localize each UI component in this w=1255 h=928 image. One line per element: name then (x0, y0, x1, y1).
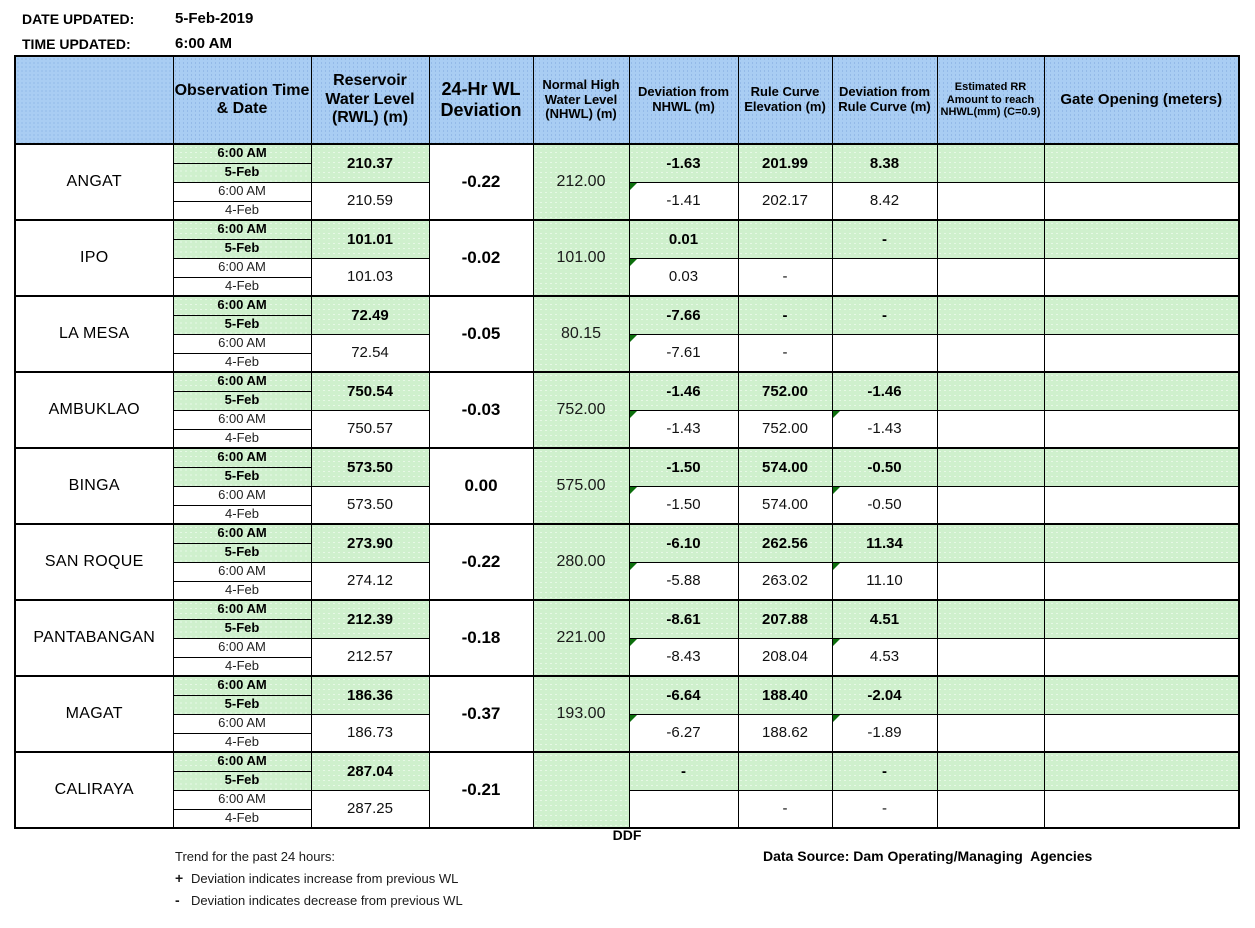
gate-current-cell (1044, 676, 1239, 714)
dev-nhwl-previous-cell: -5.88 (629, 562, 738, 600)
obs-time-current-cell: 6:00 AM (173, 524, 311, 543)
obs-date-current-cell: 5-Feb (173, 315, 311, 334)
date-updated-label: DATE UPDATED: (22, 10, 135, 27)
obs-date-previous-cell: 4-Feb (173, 201, 311, 220)
dev24-cell: -0.18 (429, 600, 533, 676)
dev-rc-current-cell: -2.04 (832, 676, 937, 714)
rwl-previous-cell: 101.03 (311, 258, 429, 296)
rwl-previous-cell: 750.57 (311, 410, 429, 448)
dev-rc-previous-cell (832, 258, 937, 296)
nhwl-cell: 752.00 (533, 372, 629, 448)
rule-curve-current-cell: 752.00 (738, 372, 832, 410)
dev24-cell: 0.00 (429, 448, 533, 524)
minus-icon: - (175, 892, 180, 908)
gate-previous-cell (1044, 714, 1239, 752)
obs-date-previous-cell: 4-Feb (173, 733, 311, 752)
plus-icon: + (175, 870, 184, 886)
dam-name-cell: MAGAT (15, 676, 173, 752)
obs-time-previous-cell: 6:00 AM (173, 410, 311, 429)
dev-nhwl-current-cell: - (629, 752, 738, 790)
obs-time-previous-cell: 6:00 AM (173, 790, 311, 809)
rr-current-cell (937, 220, 1044, 258)
header-dev-rule-curve: Deviation from Rule Curve (m) (832, 56, 937, 144)
dev-nhwl-current-cell: -7.66 (629, 296, 738, 334)
obs-time-previous-cell: 6:00 AM (173, 714, 311, 733)
dev-nhwl-current-cell: -8.61 (629, 600, 738, 638)
nhwl-cell: 80.15 (533, 296, 629, 372)
rwl-previous-cell: 186.73 (311, 714, 429, 752)
rr-previous-cell (937, 714, 1044, 752)
dam-name-cell: AMBUKLAO (15, 372, 173, 448)
gate-previous-cell (1044, 562, 1239, 600)
rwl-previous-cell: 212.57 (311, 638, 429, 676)
gate-current-cell (1044, 600, 1239, 638)
dev-nhwl-previous-cell: -1.50 (629, 486, 738, 524)
rr-previous-cell (937, 486, 1044, 524)
rr-current-cell (937, 600, 1044, 638)
obs-date-current-cell: 5-Feb (173, 163, 311, 182)
time-updated-value: 6:00 AM (175, 35, 232, 52)
dam-water-level-table (14, 55, 1240, 829)
rule-curve-previous-cell: 574.00 (738, 486, 832, 524)
rr-previous-cell (937, 562, 1044, 600)
obs-time-current-cell: 6:00 AM (173, 676, 311, 695)
rwl-current-cell: 573.50 (311, 448, 429, 486)
obs-date-previous-cell: 4-Feb (173, 809, 311, 828)
obs-date-previous-cell: 4-Feb (173, 581, 311, 600)
rwl-current-cell: 101.01 (311, 220, 429, 258)
gate-previous-cell (1044, 638, 1239, 676)
rule-curve-current-cell: 262.56 (738, 524, 832, 562)
dev-nhwl-current-cell: 0.01 (629, 220, 738, 258)
dev-rc-current-cell: - (832, 220, 937, 258)
time-updated-label: TIME UPDATED: (22, 35, 131, 52)
dev24-cell: -0.21 (429, 752, 533, 828)
trend-title: Trend for the past 24 hours: (175, 849, 335, 864)
rwl-current-cell: 210.37 (311, 144, 429, 182)
rule-curve-previous-cell: 263.02 (738, 562, 832, 600)
gate-previous-cell (1044, 182, 1239, 220)
rwl-current-cell: 287.04 (311, 752, 429, 790)
dam-name-cell: LA MESA (15, 296, 173, 372)
dam-name-cell: BINGA (15, 448, 173, 524)
obs-date-previous-cell: 4-Feb (173, 429, 311, 448)
dev24-cell: -0.22 (429, 524, 533, 600)
nhwl-cell: 221.00 (533, 600, 629, 676)
dev-nhwl-previous-cell (629, 790, 738, 828)
obs-time-current-cell: 6:00 AM (173, 600, 311, 619)
obs-time-previous-cell: 6:00 AM (173, 182, 311, 201)
dev-nhwl-current-cell: -1.50 (629, 448, 738, 486)
obs-time-current-cell: 6:00 AM (173, 448, 311, 467)
header-nhwl: Normal High Water Level (NHWL) (m) (533, 56, 629, 144)
dam-block-row (15, 600, 1239, 619)
rr-previous-cell (937, 334, 1044, 372)
rr-current-cell (937, 676, 1044, 714)
rr-current-cell (937, 372, 1044, 410)
rule-curve-previous-cell: 752.00 (738, 410, 832, 448)
dev-rc-current-cell: - (832, 752, 937, 790)
header-dev-nhwl: Deviation from NHWL (m) (629, 56, 738, 144)
obs-date-current-cell: 5-Feb (173, 695, 311, 714)
gate-previous-cell (1044, 790, 1239, 828)
rr-previous-cell (937, 258, 1044, 296)
obs-date-current-cell: 5-Feb (173, 619, 311, 638)
rwl-previous-cell: 274.12 (311, 562, 429, 600)
dev-nhwl-previous-cell: 0.03 (629, 258, 738, 296)
dam-name-cell: PANTABANGAN (15, 600, 173, 676)
obs-time-current-cell: 6:00 AM (173, 220, 311, 239)
dev-nhwl-current-cell: -6.64 (629, 676, 738, 714)
dev-nhwl-current-cell: -1.63 (629, 144, 738, 182)
dev-rc-current-cell: 4.51 (832, 600, 937, 638)
header-dev24: 24-Hr WL Deviation (429, 56, 533, 144)
dev-nhwl-previous-cell: -8.43 (629, 638, 738, 676)
dam-name-cell: SAN ROQUE (15, 524, 173, 600)
dev-rc-previous-cell: 11.10 (832, 562, 937, 600)
dev-rc-current-cell: -1.46 (832, 372, 937, 410)
rwl-previous-cell: 72.54 (311, 334, 429, 372)
obs-time-previous-cell: 6:00 AM (173, 486, 311, 505)
rr-current-cell (937, 752, 1044, 790)
dev-nhwl-previous-cell: -1.41 (629, 182, 738, 220)
rule-curve-previous-cell: 188.62 (738, 714, 832, 752)
rule-curve-previous-cell: 202.17 (738, 182, 832, 220)
rule-curve-previous-cell: - (738, 790, 832, 828)
rr-current-cell (937, 524, 1044, 562)
header-row (15, 56, 1239, 144)
obs-time-current-cell: 6:00 AM (173, 372, 311, 391)
dev-rc-previous-cell: - (832, 790, 937, 828)
nhwl-cell: 575.00 (533, 448, 629, 524)
gate-current-cell (1044, 524, 1239, 562)
rule-curve-current-cell: 574.00 (738, 448, 832, 486)
gate-previous-cell (1044, 486, 1239, 524)
obs-time-current-cell: 6:00 AM (173, 296, 311, 315)
dev-rc-previous-cell: 8.42 (832, 182, 937, 220)
dev-rc-previous-cell: 4.53 (832, 638, 937, 676)
rule-curve-previous-cell: - (738, 258, 832, 296)
obs-time-previous-cell: 6:00 AM (173, 258, 311, 277)
rule-curve-current-cell: 207.88 (738, 600, 832, 638)
dev-rc-previous-cell: -1.89 (832, 714, 937, 752)
header-observation: Observation Time & Date (173, 56, 311, 144)
rule-curve-current-cell: - (738, 296, 832, 334)
header-estimated-rr: Estimated RR Amount to reach NHWL(mm) (C=0.9) (937, 56, 1044, 144)
obs-date-current-cell: 5-Feb (173, 391, 311, 410)
dev-nhwl-current-cell: -6.10 (629, 524, 738, 562)
dam-name-cell: IPO (15, 220, 173, 296)
dev-rc-current-cell: -0.50 (832, 448, 937, 486)
rule-curve-current-cell (738, 220, 832, 258)
obs-time-previous-cell: 6:00 AM (173, 562, 311, 581)
nhwl-cell: 101.00 (533, 220, 629, 296)
obs-date-previous-cell: 4-Feb (173, 505, 311, 524)
rwl-current-cell: 273.90 (311, 524, 429, 562)
rr-previous-cell (937, 790, 1044, 828)
obs-date-previous-cell: 4-Feb (173, 353, 311, 372)
header-rwl: Reservoir Water Level (RWL) (m) (311, 56, 429, 144)
dev-rc-previous-cell: -0.50 (832, 486, 937, 524)
gate-current-cell (1044, 144, 1239, 182)
rr-current-cell (937, 448, 1044, 486)
obs-date-current-cell: 5-Feb (173, 543, 311, 562)
dam-block-row (15, 676, 1239, 695)
nhwl-cell (533, 752, 629, 828)
dev24-cell: -0.02 (429, 220, 533, 296)
dam-block-row (15, 296, 1239, 315)
update-info (22, 6, 253, 56)
gate-previous-cell (1044, 258, 1239, 296)
obs-time-current-cell: 6:00 AM (173, 752, 311, 771)
nhwl-cell: 280.00 (533, 524, 629, 600)
rwl-current-cell: 186.36 (311, 676, 429, 714)
obs-time-previous-cell: 6:00 AM (173, 334, 311, 353)
trend-increase-note (175, 870, 458, 886)
rr-current-cell (937, 296, 1044, 334)
header-gate-opening: Gate Opening (meters) (1044, 56, 1239, 144)
dev24-cell: -0.22 (429, 144, 533, 220)
rr-current-cell (937, 144, 1044, 182)
dam-name-cell: ANGAT (15, 144, 173, 220)
dev24-cell: -0.37 (429, 676, 533, 752)
obs-time-previous-cell: 6:00 AM (173, 638, 311, 657)
rr-previous-cell (937, 638, 1044, 676)
dam-block-row (15, 752, 1239, 771)
nhwl-cell: 193.00 (533, 676, 629, 752)
rule-curve-current-cell (738, 752, 832, 790)
dev-nhwl-previous-cell: -7.61 (629, 334, 738, 372)
rr-previous-cell (937, 182, 1044, 220)
nhwl-cell: 212.00 (533, 144, 629, 220)
dam-block-row (15, 220, 1239, 239)
gate-previous-cell (1044, 410, 1239, 448)
dam-block-row (15, 524, 1239, 543)
rwl-previous-cell: 573.50 (311, 486, 429, 524)
dam-block-row (15, 144, 1239, 163)
gate-current-cell (1044, 296, 1239, 334)
obs-date-previous-cell: 4-Feb (173, 657, 311, 676)
data-source-note: Data Source: Dam Operating/Managing Agencies (763, 848, 1093, 864)
obs-date-current-cell: 5-Feb (173, 239, 311, 258)
gate-current-cell (1044, 752, 1239, 790)
dev-rc-current-cell: 8.38 (832, 144, 937, 182)
dam-block-row (15, 448, 1239, 467)
date-updated-value: 5-Feb-2019 (175, 10, 254, 27)
dev-nhwl-current-cell: -1.46 (629, 372, 738, 410)
rwl-previous-cell: 287.25 (311, 790, 429, 828)
gate-current-cell (1044, 448, 1239, 486)
dev24-cell: -0.03 (429, 372, 533, 448)
dev-rc-current-cell: - (832, 296, 937, 334)
rwl-current-cell: 212.39 (311, 600, 429, 638)
dev-rc-current-cell: 11.34 (832, 524, 937, 562)
dev-nhwl-previous-cell: -6.27 (629, 714, 738, 752)
gate-current-cell (1044, 372, 1239, 410)
rwl-previous-cell: 210.59 (311, 182, 429, 220)
header-dam (15, 56, 173, 144)
gate-previous-cell (1044, 334, 1239, 372)
obs-date-previous-cell: 4-Feb (173, 277, 311, 296)
obs-date-current-cell: 5-Feb (173, 771, 311, 790)
dev-rc-previous-cell: -1.43 (832, 410, 937, 448)
rr-previous-cell (937, 410, 1044, 448)
header-rule-curve: Rule Curve Elevation (m) (738, 56, 832, 144)
rwl-current-cell: 750.54 (311, 372, 429, 410)
dam-name-cell: CALIRAYA (15, 752, 173, 828)
rule-curve-current-cell: 201.99 (738, 144, 832, 182)
trend-increase-text: Deviation indicates increase from previous WL (191, 871, 459, 886)
dam-table-body (15, 144, 1239, 828)
rule-curve-current-cell: 188.40 (738, 676, 832, 714)
rwl-current-cell: 72.49 (311, 296, 429, 334)
dev-nhwl-previous-cell: -1.43 (629, 410, 738, 448)
rule-curve-previous-cell: 208.04 (738, 638, 832, 676)
gate-current-cell (1044, 220, 1239, 258)
ddf-label: DDF (612, 827, 642, 843)
dev-rc-previous-cell (832, 334, 937, 372)
rule-curve-previous-cell: - (738, 334, 832, 372)
trend-decrease-text: Deviation indicates decrease from previous WL (191, 893, 463, 908)
trend-decrease-note (175, 892, 463, 908)
dev24-cell: -0.05 (429, 296, 533, 372)
dam-block-row (15, 372, 1239, 391)
obs-date-current-cell: 5-Feb (173, 467, 311, 486)
obs-time-current-cell: 6:00 AM (173, 144, 311, 163)
